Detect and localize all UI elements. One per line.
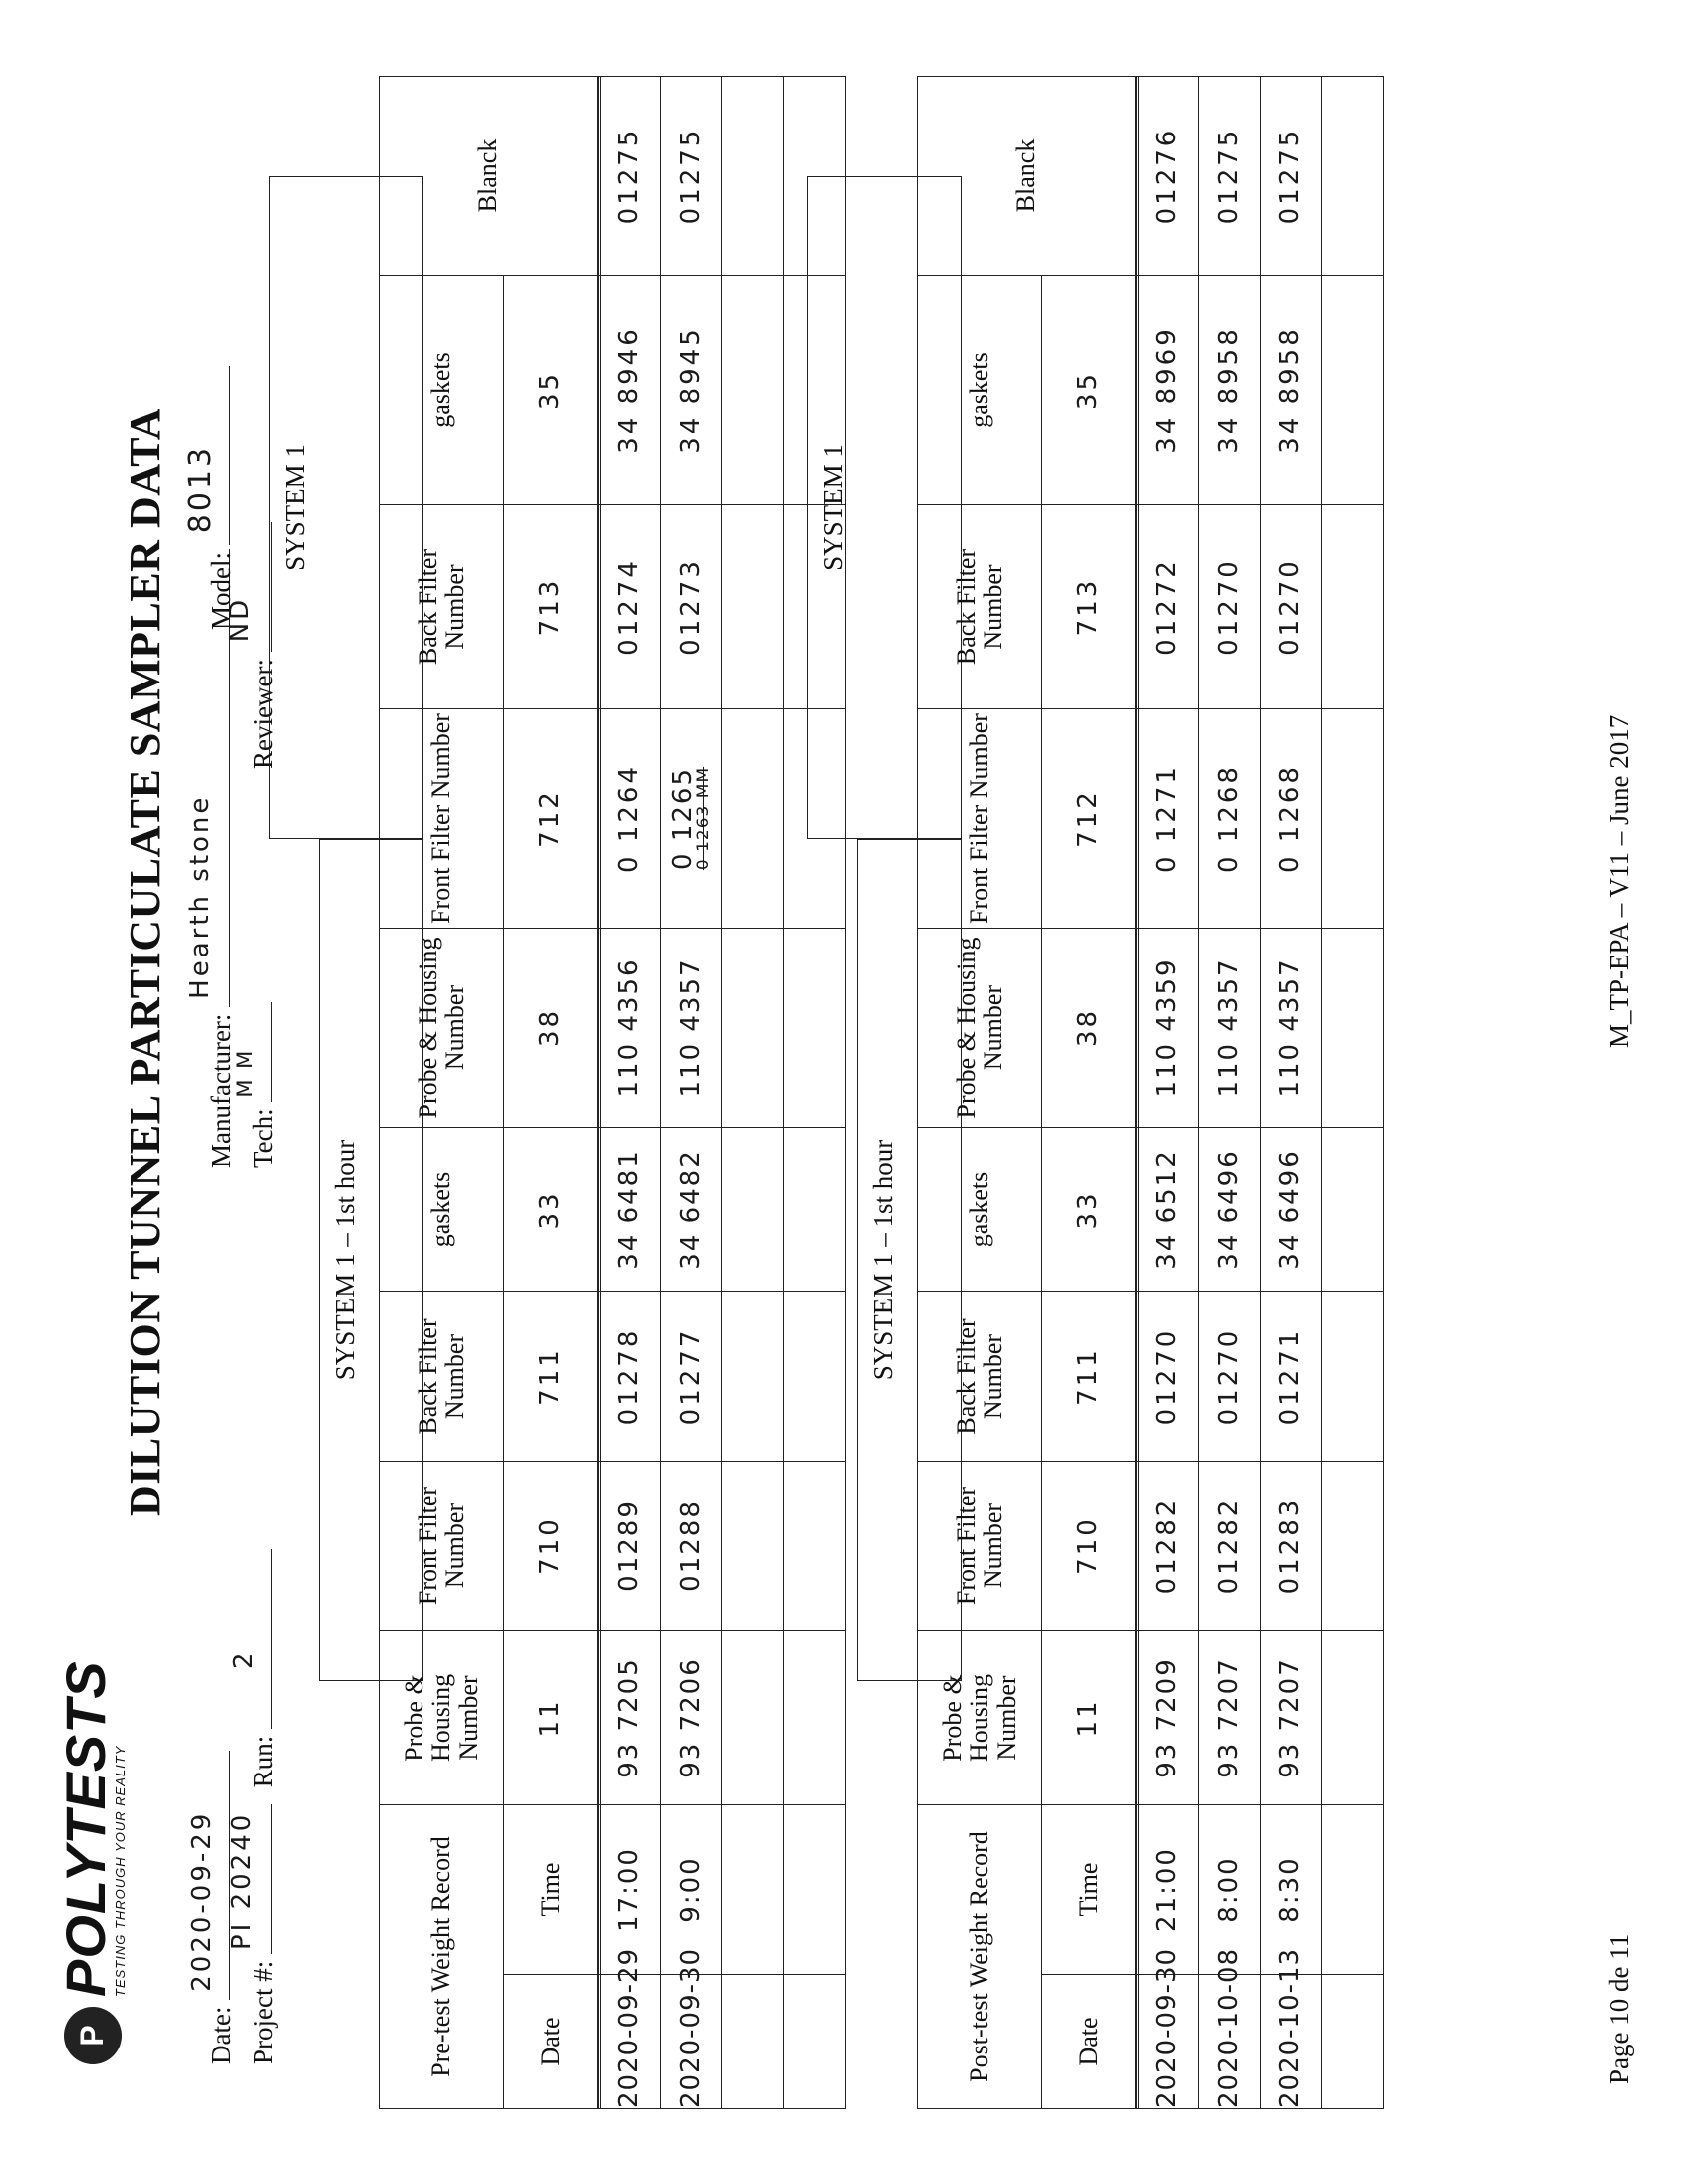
correction-note: 0 1263 MM (694, 766, 713, 871)
cell-front: 01288 (661, 1461, 722, 1630)
cell-empty (722, 76, 784, 275)
cell-probe-2: 110 4357 (1199, 929, 1261, 1128)
table-row (1199, 77, 1261, 2109)
cell-empty (1322, 1292, 1384, 1462)
project-field (227, 1549, 279, 2064)
cell-empty (784, 1630, 846, 1804)
table-row (1137, 77, 1199, 2109)
pretest-col-front: Front Filter Number (380, 1461, 504, 1630)
date-label: Date: (206, 2006, 236, 2064)
cell-back-2: 01270 (1199, 505, 1261, 709)
cell-empty (1322, 505, 1384, 709)
cell-probe: 93 7205 (599, 1630, 661, 1804)
cell-front-2: 0 1268 (1199, 709, 1261, 929)
posttest-system-a-label: SYSTEM 1 – 1st hour (868, 1139, 898, 1381)
pretest-col-date: Date (504, 1975, 599, 2109)
pretest-col-gaskets-2: gaskets (380, 275, 504, 504)
cell-empty (1322, 1462, 1384, 1631)
cell-date: 2020-09-30 (1137, 1975, 1199, 2109)
reviewer-value: ND (225, 596, 255, 643)
cell-front-2: 0 1271 (1137, 709, 1199, 929)
posttest-id-back: 711 (1042, 1292, 1137, 1462)
posttest-record-label: Post-test Weight Record (918, 1805, 1042, 2109)
pretest-col-probe-2: Probe & Housing Number (380, 928, 504, 1127)
cell-gaskets: 34 6496 (1199, 1128, 1261, 1292)
posttest-col-back-2: Back Filter Number (918, 505, 1042, 709)
posttest-system-b-label: SYSTEM 1 (818, 444, 848, 571)
cell-back-2: 01274 (599, 504, 661, 708)
run-label: Run: (248, 1735, 278, 1788)
cell-front-2: 0 1264 (599, 708, 661, 928)
cell-date: 2020-09-30 (661, 1975, 722, 2109)
table-row (661, 76, 722, 2108)
cell-time: 17:00 (599, 1804, 661, 1974)
cell-back: 01270 (1199, 1292, 1261, 1462)
cell-empty (722, 1630, 784, 1804)
cell-front-2 (661, 708, 722, 928)
cell-back: 01277 (661, 1291, 722, 1461)
cell-front: 01282 (1137, 1462, 1199, 1631)
posttest-col-time: Time (1042, 1805, 1137, 1975)
pretest-system-a-label: SYSTEM 1 – 1st hour (330, 1139, 360, 1381)
posttest-col-front: Front Filter Number (918, 1462, 1042, 1631)
posttest-id-probe-2: 38 (1042, 929, 1137, 1128)
pretest-col-gaskets: gaskets (380, 1127, 504, 1291)
cell-back-2: 01272 (1137, 505, 1199, 709)
pretest-system-b-label: SYSTEM 1 (280, 444, 310, 571)
cell-empty (722, 1127, 784, 1291)
posttest-col-back: Back Filter Number (918, 1292, 1042, 1462)
cell-empty (1322, 709, 1384, 929)
cell-empty (722, 1291, 784, 1461)
pretest-id-front: 710 (504, 1461, 599, 1630)
cell-back-2: 01270 (1261, 505, 1322, 709)
pretest-col-blanck: Blanck (380, 76, 599, 275)
project-label: Project #: (248, 1960, 278, 2064)
cell-gaskets-2: 34 8946 (599, 275, 661, 504)
cell-probe-2: 110 4357 (1261, 929, 1322, 1128)
posttest-id-front-2: 712 (1042, 709, 1137, 929)
pretest-id-probe-2: 38 (504, 928, 599, 1127)
cell-empty (1322, 1631, 1384, 1805)
cell-probe: 93 7209 (1137, 1631, 1199, 1805)
cell-front-2-value: 0 1265 (668, 767, 698, 870)
cell-probe-2: 110 4356 (599, 928, 661, 1127)
model-field (183, 366, 237, 630)
form-title: DILUTION TUNNEL PARTICULATE SAMPLER DATA (121, 408, 169, 1516)
pretest-col-time: Time (504, 1804, 599, 1974)
cell-gaskets: 34 6496 (1261, 1128, 1322, 1292)
pretest-id-gaskets-2: 35 (504, 275, 599, 504)
cell-gaskets-2: 34 8945 (661, 275, 722, 504)
pretest-record-label: Pre-test Weight Record (380, 1804, 504, 2108)
model-label: Model: (206, 552, 236, 630)
cell-time: 8:30 (1261, 1805, 1322, 1975)
cell-empty (784, 1291, 846, 1461)
pretest-id-front-2: 712 (504, 708, 599, 928)
pretest-id-probe: 11 (504, 1630, 599, 1804)
pretest-id-gaskets: 33 (504, 1127, 599, 1291)
cell-time: 21:00 (1137, 1805, 1199, 1975)
cell-probe: 93 7207 (1261, 1631, 1322, 1805)
cell-date: 2020-10-13 (1261, 1975, 1322, 2109)
cell-back: 01271 (1261, 1292, 1322, 1462)
posttest-col-probe-2: Probe & Housing Number (918, 929, 1042, 1128)
run-value: 2 (229, 1649, 259, 1669)
posttest-table (917, 76, 1384, 2109)
pretest-id-back-2: 713 (504, 504, 599, 708)
cell-empty (1322, 1805, 1384, 1975)
cell-back: 01278 (599, 1291, 661, 1461)
cell-gaskets-2: 34 8958 (1261, 276, 1322, 505)
cell-gaskets: 34 6512 (1137, 1128, 1199, 1292)
posttest-col-gaskets-2: gaskets (918, 276, 1042, 505)
cell-empty (1322, 1975, 1384, 2109)
pretest-table (379, 76, 846, 2109)
posttest-col-probe: Probe & Housing Number (918, 1631, 1042, 1805)
posttest-col-gaskets: gaskets (918, 1128, 1042, 1292)
cell-empty (784, 1804, 846, 1974)
cell-probe-2: 110 4359 (1137, 929, 1199, 1128)
manufacturer-value: Hearth stone (185, 794, 215, 999)
project-value: PI 20240 (227, 1811, 257, 1951)
cell-empty (722, 1461, 784, 1630)
posttest-col-date: Date (1042, 1975, 1137, 2109)
cell-back: 01270 (1137, 1292, 1199, 1462)
manufacturer-label: Manufacturer: (206, 1013, 236, 1168)
cell-gaskets-2: 34 8969 (1137, 276, 1199, 505)
cell-blanck: 01275 (1199, 77, 1261, 276)
tech-value: M M (233, 1048, 257, 1098)
cell-probe: 93 7206 (661, 1630, 722, 1804)
posttest-id-back-2: 713 (1042, 505, 1137, 709)
posttest-col-blanck: Blanck (918, 77, 1137, 276)
cell-empty (722, 928, 784, 1127)
pretest-id-back: 711 (504, 1291, 599, 1461)
logo-tagline: TESTING THROUGH YOUR REALITY (113, 1745, 128, 1997)
cell-back-2: 01273 (661, 504, 722, 708)
posttest-id-front: 710 (1042, 1462, 1137, 1631)
table-row (722, 76, 784, 2108)
cell-gaskets-2: 34 8958 (1199, 276, 1261, 505)
cell-empty (1322, 1128, 1384, 1292)
table-row (1322, 77, 1384, 2109)
tech-field (233, 1002, 279, 1168)
cell-front-2: 0 1268 (1261, 709, 1322, 929)
pretest-col-back: Back Filter Number (380, 1291, 504, 1461)
cell-gaskets: 34 6481 (599, 1127, 661, 1291)
cell-blanck: 01276 (1137, 77, 1199, 276)
reviewer-label: Reviewer: (248, 659, 278, 769)
pretest-col-front-2: Front Filter Number (380, 708, 504, 928)
posttest-col-front-2: Front Filter Number (918, 709, 1042, 929)
logo-emblem-icon: P (64, 2007, 122, 2064)
cell-empty (784, 928, 846, 1127)
cell-date: 2020-10-08 (1199, 1975, 1261, 2109)
table-row (1261, 77, 1322, 2109)
cell-empty (784, 1127, 846, 1291)
posttest-id-gaskets: 33 (1042, 1128, 1137, 1292)
table-row (599, 76, 661, 2108)
cell-probe-2: 110 4357 (661, 928, 722, 1127)
cell-front: 01283 (1261, 1462, 1322, 1631)
logo-name: POLYTESTS (54, 1660, 117, 1997)
polytests-logo (54, 1660, 128, 2064)
cell-gaskets: 34 6482 (661, 1127, 722, 1291)
cell-empty (1322, 77, 1384, 276)
tech-label: Tech: (248, 1108, 278, 1168)
cell-blanck: 01275 (1261, 77, 1322, 276)
cell-time: 9:00 (661, 1804, 722, 1974)
cell-empty (722, 504, 784, 708)
date-value: 2020-09-29 (187, 1810, 217, 1992)
model-value: 8013 (183, 444, 218, 534)
cell-empty (1322, 276, 1384, 505)
cell-date: 2020-09-29 (599, 1975, 661, 2109)
posttest-id-gaskets-2: 35 (1042, 276, 1137, 505)
cell-empty (722, 1975, 784, 2109)
cell-empty (722, 1804, 784, 1974)
page-number: Page 10 de 11 (1604, 1933, 1634, 2084)
cell-front: 01289 (599, 1461, 661, 1630)
cell-empty (722, 708, 784, 928)
cell-empty (722, 275, 784, 504)
pretest-col-probe: Probe & Housing Number (380, 1630, 504, 1804)
cell-time: 8:00 (1199, 1805, 1261, 1975)
pretest-col-back-2: Back Filter Number (380, 504, 504, 708)
cell-front: 01282 (1199, 1462, 1261, 1631)
cell-blanck: 01275 (661, 76, 722, 275)
document-reference: M_TP-EPA – V11 – June 2017 (1604, 714, 1634, 1048)
cell-probe: 93 7207 (1199, 1631, 1261, 1805)
cell-blanck: 01275 (599, 76, 661, 275)
cell-empty (1322, 929, 1384, 1128)
cell-empty (784, 1461, 846, 1630)
cell-empty (784, 1975, 846, 2109)
posttest-id-probe: 11 (1042, 1631, 1137, 1805)
